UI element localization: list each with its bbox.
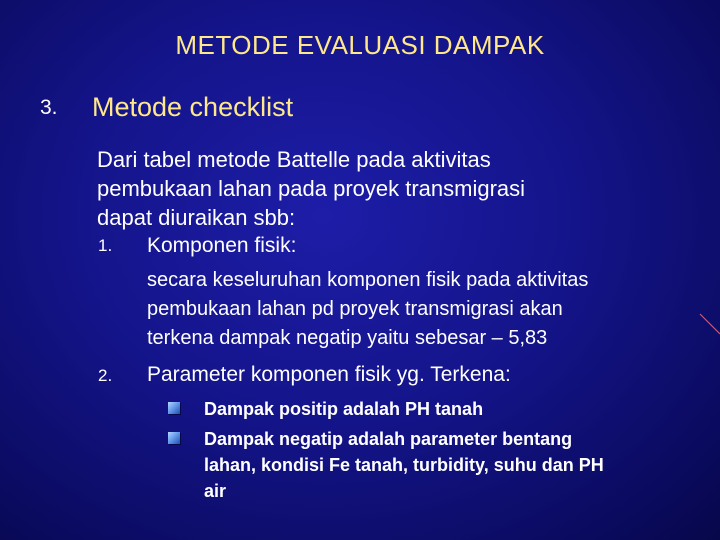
bullet-line: lahan, kondisi Fe tanah, turbidity, suhu dan PH [204,455,604,475]
intro-line: Dari tabel metode Battelle pada aktivitas [97,147,491,172]
intro-line: dapat diuraikan sbb: [97,205,296,230]
section-number: 3. [40,96,58,119]
square-bullet-icon [168,432,180,444]
bullet-line: air [204,481,227,501]
item-detail-line: pembukaan lahan pd proyek transmigrasi akan [147,298,563,320]
item-number: 2. [98,366,113,385]
item-heading: Komponen fisik: [147,234,297,257]
item-heading: Parameter komponen fisik yg. Terkena: [147,363,511,386]
bullet-line: Dampak negatip adalah parameter bentang [204,429,573,449]
square-bullet-icon [168,402,180,414]
item-detail-line: terkena dampak negatip yaitu sebesar – 5,83 [147,327,548,349]
bullet-line: Dampak positip adalah PH tanah [204,399,484,419]
item-detail-line: secara keseluruhan komponen fisik pada aktivitas [147,269,589,291]
intro-line: pembukaan lahan pada proyek transmigrasi [97,176,526,201]
item-number: 1. [98,236,113,255]
slide-title: METODE EVALUASI DAMPAK [175,30,545,60]
intro-paragraph [97,145,697,232]
decorative-line-icon [698,300,720,340]
section-heading: Metode checklist [92,92,294,122]
